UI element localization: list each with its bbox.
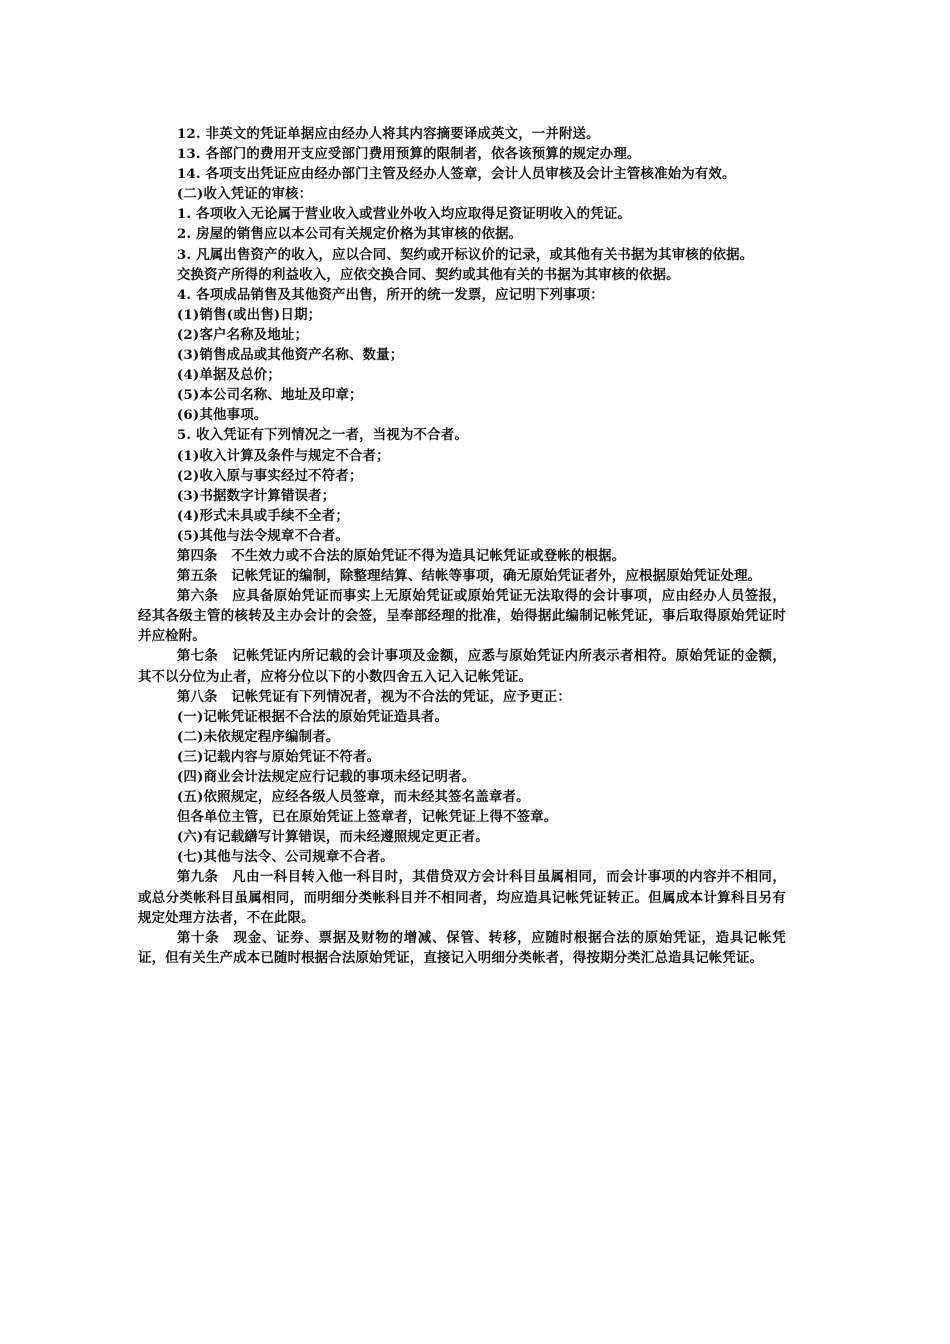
list-item-article8-1: (一)记帐凭证根据不合法的原始凭证造具者。 [176, 708, 449, 725]
list-item-article8-4: (四)商业会计法规定应行记载的事项未经记明者。 [176, 769, 476, 785]
section-heading-income-voucher: (二)收入凭证的审核： [176, 186, 313, 203]
paragraph-article8-note: 但各单位主管，已在原始凭证上签章者，记帐凭证上得不签章。 [176, 809, 558, 826]
paragraph-item-13: 13. 各部门的费用开支应受部门费用预算的限制者，依各该预算的规定办理。 [176, 146, 641, 163]
list-item-other: (6)其他事项。 [176, 407, 268, 424]
paragraph-item-12: 12. 非英文的凭证单据应由经办人将其内容摘要译成英文，一并附送。 [176, 126, 600, 142]
list-item-sales-date: (1)销售(或出售)日期； [176, 306, 322, 323]
list-item-article8-3: (三)记载内容与原始凭证不符者。 [176, 748, 381, 765]
document-page [138, 124, 786, 968]
list-item-noncompliance-2: (2)收入原与事实经过不符者； [176, 467, 363, 484]
article-7: 第七条 记帐凭证内所记载的会计事项及金额，应悉与原始凭证内所表示者相符。原始凭证的金额，其不以分位为止者，应将分位以下的小数四舍五入记入记帐凭证。 [138, 648, 786, 685]
paragraph-income-1: 1. 各项收入无论属于营业收入或营业外收入均应取得足资证明收入的凭证。 [176, 206, 631, 223]
paragraph-income-5: 5. 收入凭证有下列情况之一者，当视为不合者。 [176, 427, 468, 444]
article-10: 第十条 现金、证券、票据及财物的增减、保管、转移，应随时根据合法的原始凭证，造具记帐凭证，但有关生产成本已随时根据合法原始凭证，直接记入明细分类帐者，得按期分类汇总造具记帐凭证。 [138, 929, 786, 966]
list-item-customer: (2)客户名称及地址； [176, 326, 309, 343]
list-item-noncompliance-3: (3)书据数字计算错误者； [176, 487, 336, 504]
article-6: 第六条 应具备原始凭证而事实上无原始凭证或原始凭证无法取得的会计事项，应由经办人员签报，经其各级主管的核转及主办会计的会签，呈奉部经理的批准，始得据此编制记帐凭证，事后取得原始凭证时并应检附。 [138, 588, 786, 645]
list-item-company: (5)本公司名称、地址及印章； [176, 387, 363, 404]
paragraph-exchange-assets: 交换资产所得的利益收入，应依交换合同、契约或其他有关的书据为其审核的依据。 [176, 266, 680, 283]
list-item-article8-6: (六)有记载繕写计算错误，而未经遵照规定更正者。 [176, 829, 489, 846]
list-item-article8-5: (五)依照规定，应经各级人员签章，而未经其签名盖章者。 [176, 789, 530, 806]
paragraph-item-14: 14. 各项支出凭证应由经办部门主管及经办人签章，会计人员审核及会计主管核准始为有效。 [176, 166, 736, 183]
list-item-price: (4)单据及总价； [176, 367, 281, 384]
paragraph-income-4: 4. 各项成品销售及其他资产出售，所开的统一发票，应记明下列事项： [176, 286, 604, 303]
paragraph-income-3: 3. 凡属出售资产的收入，应以合同、契约或开标议价的记录，或其他有关书据为其审核的依据。 [176, 246, 754, 263]
list-item-noncompliance-4: (4)形式未具或手续不全者； [176, 507, 349, 524]
list-item-noncompliance-5: (5)其他与法令规章不合者。 [176, 527, 349, 544]
paragraph-income-2: 2. 房屋的销售应以本公司有关规定价格为其审核的依据。 [176, 226, 523, 243]
list-item-article8-2: (二)未依规定程序编制者。 [176, 728, 340, 745]
article-8: 第八条 记帐凭证有下列情况者，视为不合法的凭证，应予更正： [176, 688, 571, 705]
list-item-noncompliance-1: (1)收入计算及条件与规定不合者； [176, 447, 390, 464]
article-4: 第四条 不生效力或不合法的原始凭证不得为造具记帐凭证或登帐的根据。 [176, 547, 626, 564]
list-item-article8-7: (七)其他与法令、公司规章不合者。 [176, 849, 394, 866]
article-9: 第九条 凡由一科目转入他一科目时，其借贷双方会计科目虽属相同，而会计事项的内容并不相同，或总分类帐科目虽属相同，而明细分类帐科目并不相同者，均应造具记帐凭证转正。但属成本计算科目另有规定处理方法者，不在此限。 [138, 869, 786, 926]
list-item-product: (3)销售成品或其他资产名称、数量； [176, 347, 404, 364]
article-5: 第五条 记帐凭证的编制，除整理结算、结帐等事项，确无原始凭证者外，应根据原始凭证处理。 [176, 568, 762, 585]
